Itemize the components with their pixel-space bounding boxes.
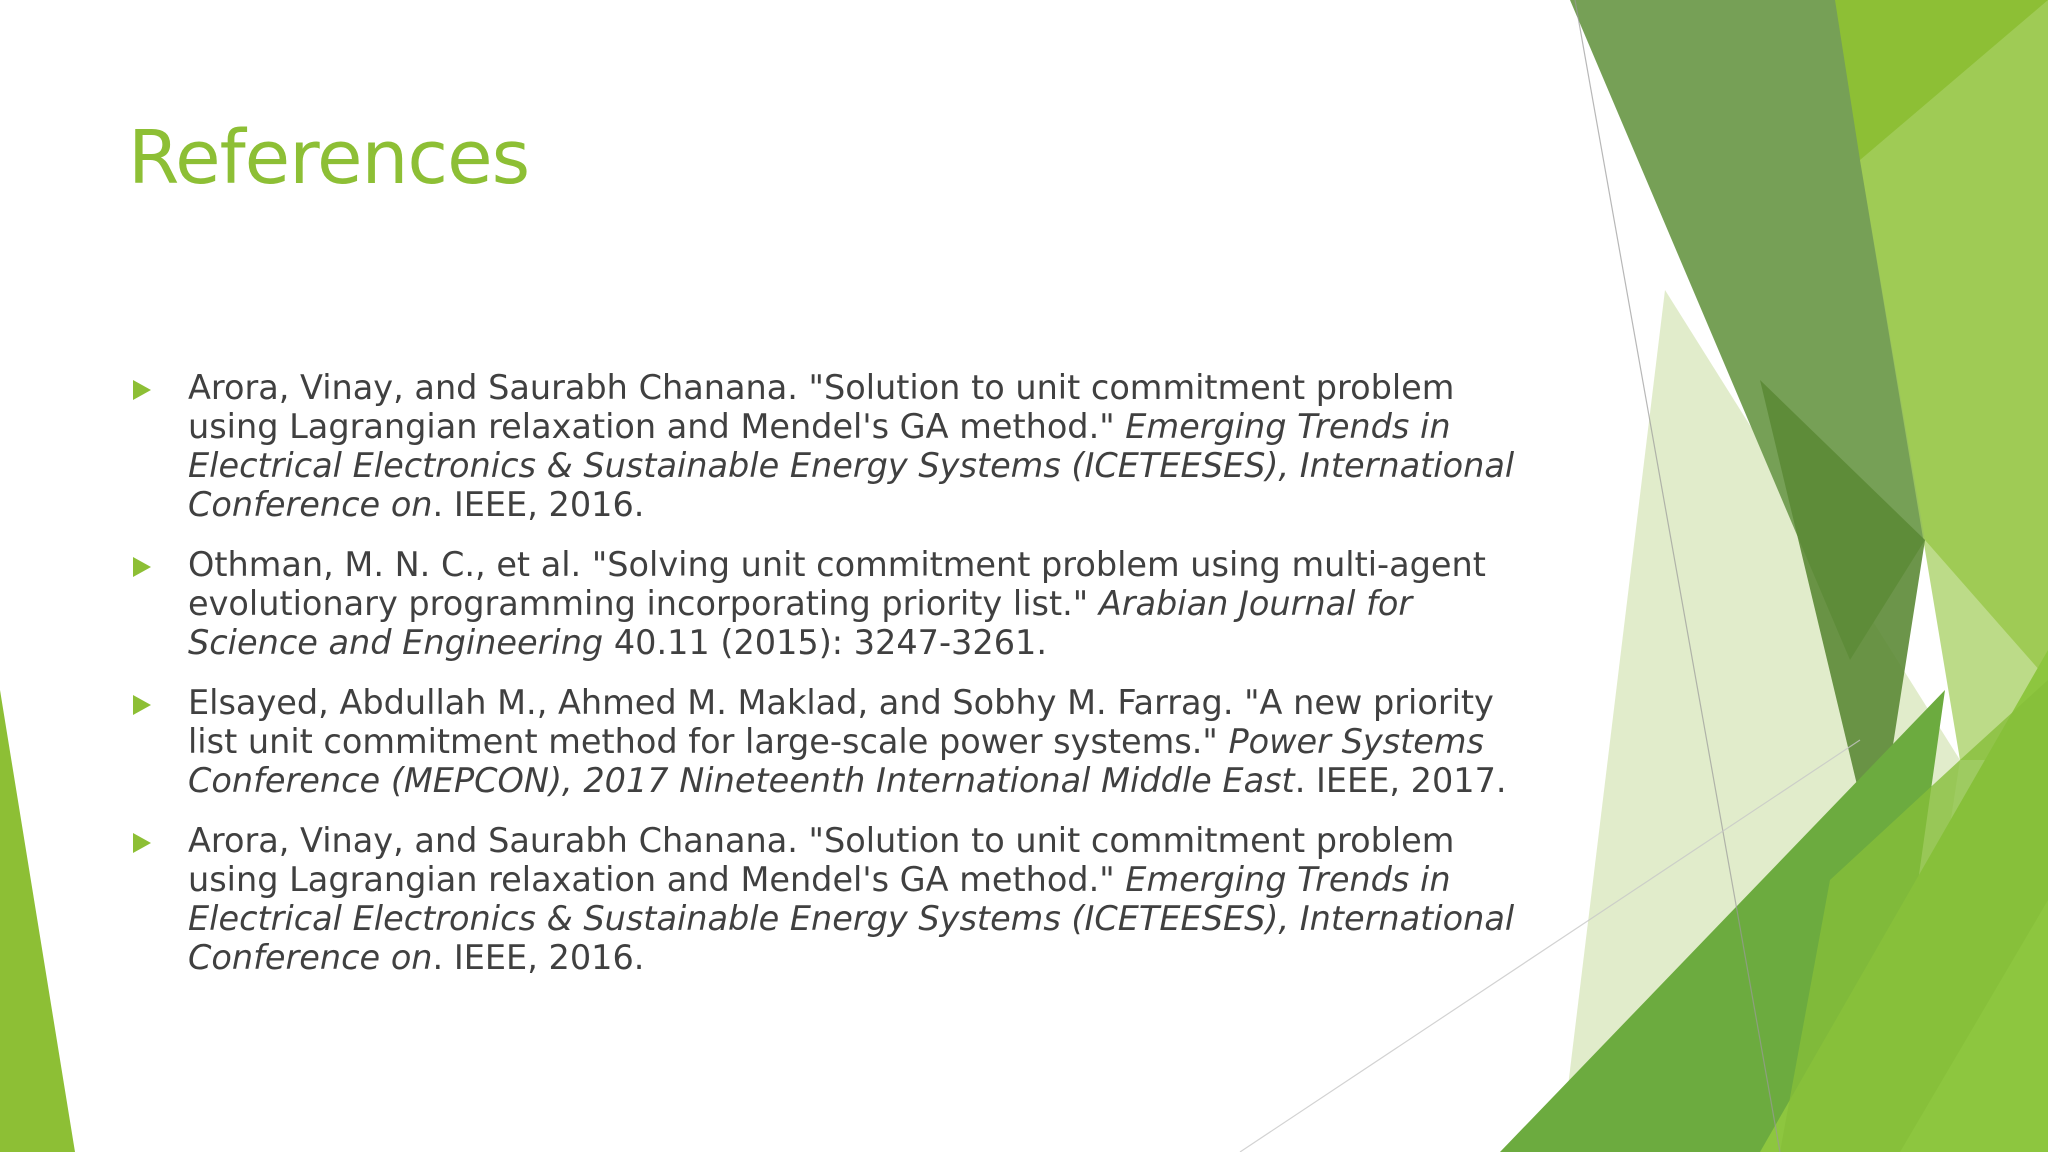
- list-item: [130, 545, 1550, 662]
- triangle-right-icon: [133, 695, 151, 715]
- triangle-right-icon: [133, 833, 151, 853]
- triangle-right-icon: [133, 380, 151, 400]
- reference-list: [130, 368, 1550, 998]
- reference-publisher: . IEEE, 2016.: [432, 938, 645, 977]
- reference-publisher: . IEEE, 2016.: [432, 485, 645, 524]
- reference-text: Othman, M. N. C., et al. "Solving unit commitment problem using multi-agent evolutionary programming incorporating priority list.": [188, 545, 1486, 623]
- reference-venue: Power Systems Conference (MEPCON), 2017 Nineteenth International Middle East: [188, 722, 1484, 800]
- list-item: [130, 821, 1550, 977]
- reference-publisher: 40.11 (2015): 3247-3261.: [603, 623, 1047, 662]
- reference-venue: Emerging Trends in Electrical Electronics & Sustainable Energy Systems (ICETEESES), International Conference on: [188, 860, 1515, 977]
- reference-text: Arora, Vinay, and Saurabh Chanana. "Solution to unit commitment problem using Lagrangian relaxation and Mendel's GA method.": [188, 368, 1455, 446]
- reference-text: Arora, Vinay, and Saurabh Chanana. "Solution to unit commitment problem using Lagrangian relaxation and Mendel's GA method.": [188, 821, 1455, 899]
- reference-venue: Arabian Journal for Science and Engineering: [188, 584, 1413, 662]
- triangle-right-icon: [133, 557, 151, 577]
- reference-publisher: . IEEE, 2017.: [1294, 761, 1507, 800]
- slide-title: References: [128, 115, 530, 201]
- list-item: [130, 683, 1550, 800]
- left-accent-shape: [0, 690, 75, 1152]
- reference-text: Elsayed, Abdullah M., Ahmed M. Maklad, and Sobhy M. Farrag. "A new priority list unit commitment method for large-scale power systems.": [188, 683, 1494, 761]
- list-item: [130, 368, 1550, 524]
- reference-venue: Emerging Trends in Electrical Electronics & Sustainable Energy Systems (ICETEESES), International Conference on: [188, 407, 1515, 524]
